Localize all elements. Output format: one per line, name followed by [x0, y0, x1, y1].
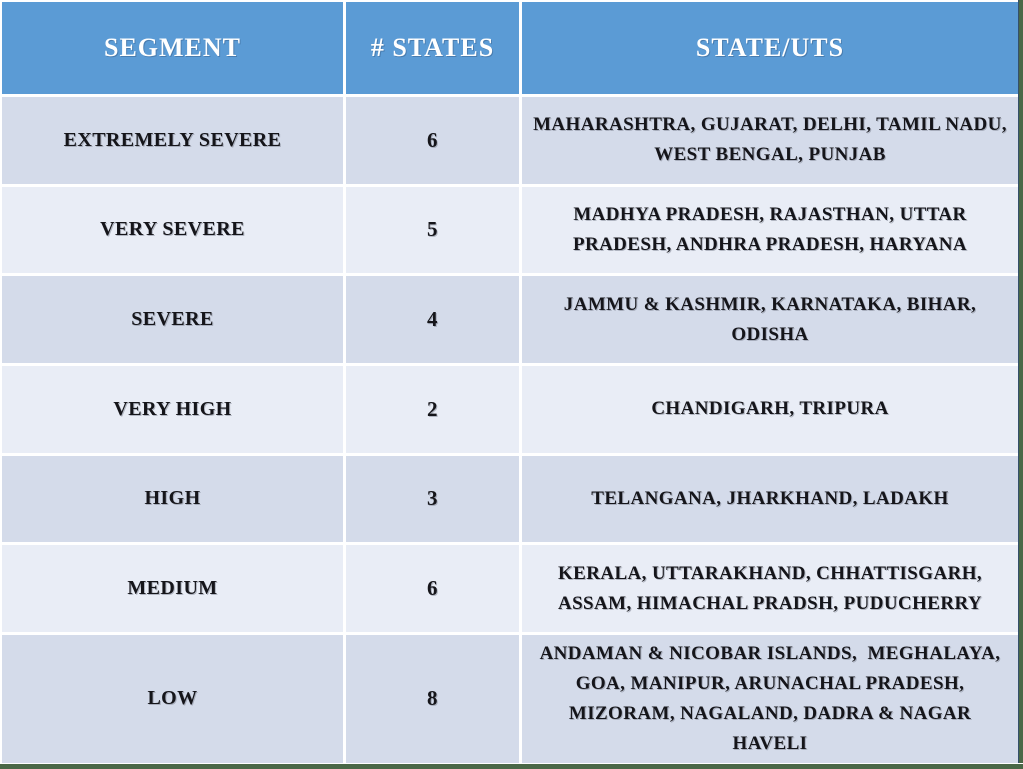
states-list-cell: KERALA, UTTARAKHAND, CHHATTISGARH, ASSAM, HIMACHAL PRADSH, PUDUCHERRY [522, 545, 1018, 632]
states-list-cell: MAHARASHTRA, GUJARAT, DELHI, TAMIL NADU, WEST BENGAL, PUNJAB [522, 97, 1018, 184]
segment-cell: MEDIUM [2, 545, 343, 632]
segment-cell: VERY SEVERE [2, 187, 343, 274]
states-list-cell: JAMMU & KASHMIR, KARNATAKA, BIHAR, ODISHA [522, 276, 1018, 363]
header-cell-segment: SEGMENT [2, 2, 343, 94]
state-count-cell: 8 [346, 635, 519, 763]
state-count-cell: 2 [346, 366, 519, 453]
state-count-cell: 6 [346, 545, 519, 632]
segment-cell: VERY HIGH [2, 366, 343, 453]
states-list-cell: MADHYA PRADESH, RAJASTHAN, UTTAR PRADESH, ANDHRA PRADESH, HARYANA [522, 187, 1018, 274]
segment-cell: HIGH [2, 456, 343, 543]
header-cell-state-uts: STATE/UTS [522, 2, 1018, 94]
slide-right-edge [1018, 0, 1023, 769]
slide-bottom-edge [0, 763, 1023, 769]
segment-cell: EXTREMELY SEVERE [2, 97, 343, 184]
state-count-cell: 4 [346, 276, 519, 363]
segment-cell: SEVERE [2, 276, 343, 363]
segment-states-table [2, 2, 1018, 763]
header-cell-num-states: # STATES [346, 2, 519, 94]
state-count-cell: 6 [346, 97, 519, 184]
segment-cell: LOW [2, 635, 343, 763]
state-count-cell: 3 [346, 456, 519, 543]
state-count-cell: 5 [346, 187, 519, 274]
states-list-cell: TELANGANA, JHARKHAND, LADAKH [522, 456, 1018, 543]
states-list-cell: CHANDIGARH, TRIPURA [522, 366, 1018, 453]
states-list-cell: ANDAMAN & NICOBAR ISLANDS, MEGHALAYA, GOA, MANIPUR, ARUNACHAL PRADESH, MIZORAM, NAGALAND, DADRA & NAGAR HAVELI [522, 635, 1018, 763]
